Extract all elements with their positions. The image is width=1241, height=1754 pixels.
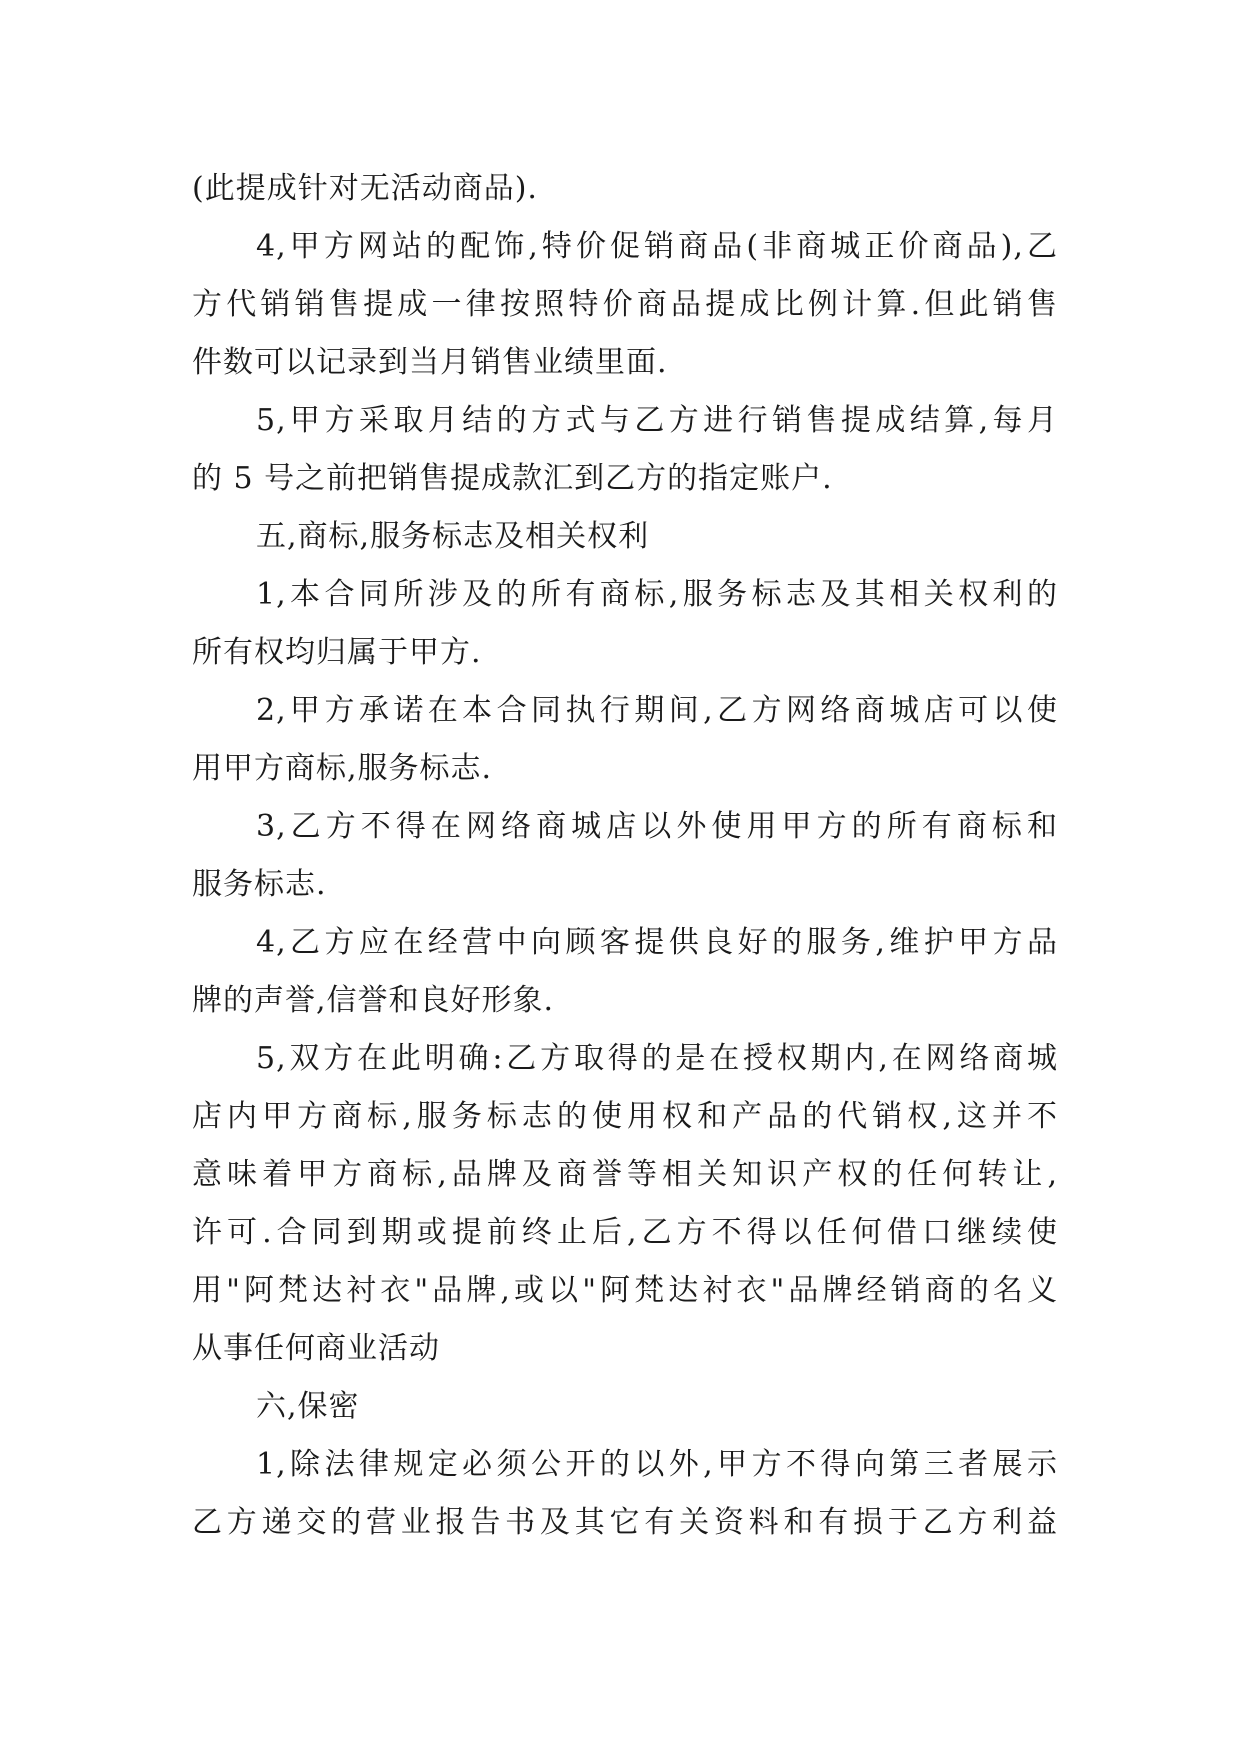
text-line: 用"阿梵达衬衣"品牌,或以"阿梵达衬衣"品牌经销商的名义 xyxy=(192,1273,1058,1308)
text-line: 乙方递交的营业报告书及其它有关资料和有损于乙方利益 xyxy=(192,1505,1058,1540)
text-line: 从事任何商业活动 xyxy=(192,1331,440,1366)
text-line: 方代销销售提成一律按照特价商品提成比例计算.但此销售 xyxy=(192,287,1058,322)
text-line: 件数可以记录到当月销售业绩里面. xyxy=(192,345,668,380)
text-line: 的 5 号之前把销售提成款汇到乙方的指定账户. xyxy=(192,461,833,496)
text-line: 4,甲方网站的配饰,特价促销商品(非商城正价商品),乙 xyxy=(256,229,1058,264)
text-line: 牌的声誉,信誉和良好形象. xyxy=(192,983,555,1018)
text-line: 5,甲方采取月结的方式与乙方进行销售提成结算,每月 xyxy=(256,403,1058,438)
section-heading: 六,保密 xyxy=(256,1389,360,1424)
text-line: 2,甲方承诺在本合同执行期间,乙方网络商城店可以使 xyxy=(256,693,1058,728)
text-line: 用甲方商标,服务标志. xyxy=(192,751,493,786)
text-line: 所有权均归属于甲方. xyxy=(192,635,482,670)
text-line: 4,乙方应在经营中向顾客提供良好的服务,维护甲方品 xyxy=(256,925,1058,960)
document-body xyxy=(192,160,1058,1552)
text-line: 许可.合同到期或提前终止后,乙方不得以任何借口继续使 xyxy=(192,1215,1058,1250)
text-line: 1,除法律规定必须公开的以外,甲方不得向第三者展示 xyxy=(256,1447,1058,1482)
text-line: (此提成针对无活动商品). xyxy=(192,171,538,206)
text-line: 3,乙方不得在网络商城店以外使用甲方的所有商标和 xyxy=(256,809,1058,844)
text-line: 意味着甲方商标,品牌及商誉等相关知识产权的任何转让, xyxy=(192,1157,1058,1192)
section-heading: 五,商标,服务标志及相关权利 xyxy=(256,519,650,554)
text-line: 店内甲方商标,服务标志的使用权和产品的代销权,这并不 xyxy=(192,1099,1058,1134)
text-line: 1,本合同所涉及的所有商标,服务标志及其相关权利的 xyxy=(256,577,1058,612)
text-line: 服务标志. xyxy=(192,867,327,902)
text-line: 5,双方在此明确:乙方取得的是在授权期内,在网络商城 xyxy=(256,1041,1058,1076)
